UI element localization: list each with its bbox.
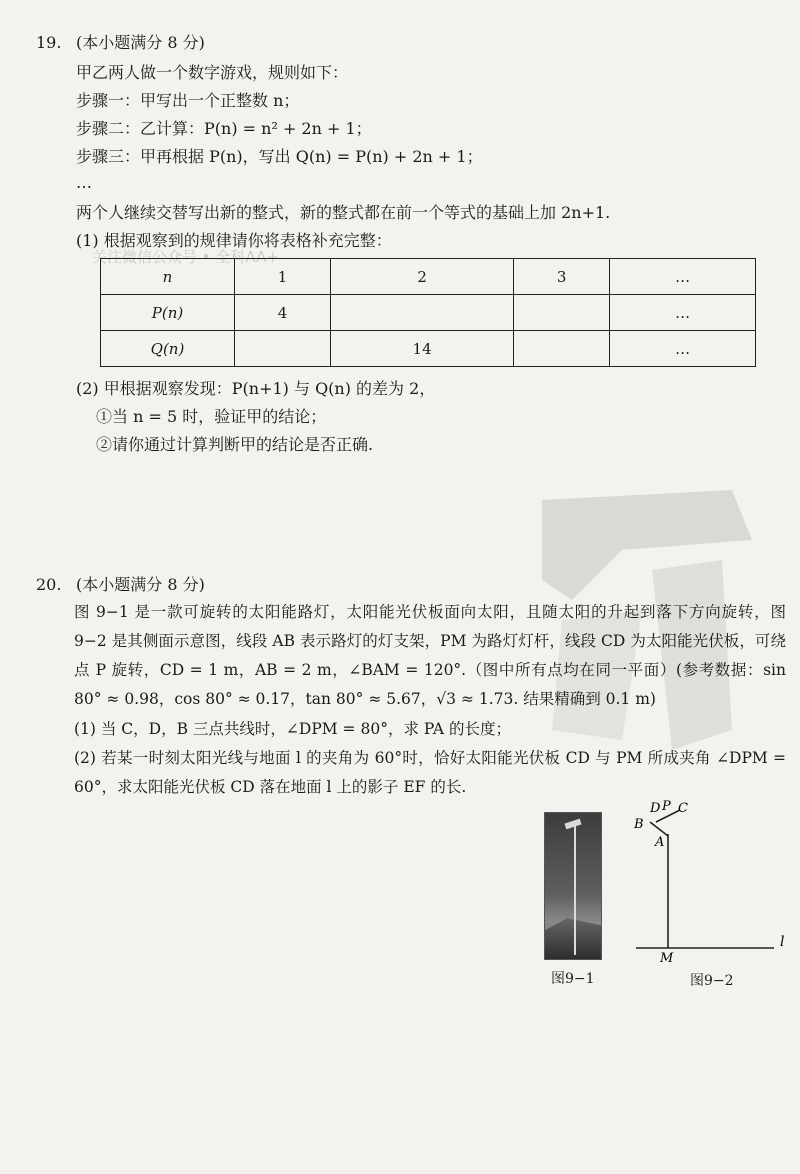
q19-table bbox=[100, 258, 756, 367]
q20-body: 图 9−1 是一款可旋转的太阳能路灯，太阳能光伏板面向太阳，且随太阳的升起到落下方向旋转，图 9−2 是其侧面示意图，线段 AB 表示路灯的灯支架，PM 为路灯灯杆，线段 CD 为太阳能光伏板，可绕点 P 旋转，CD = 1 m，AB = 2 m，∠BAM = 120°.（图中所有点均在同一平面）(参考数据：sin 80° ≈ 0.98，cos 80° ≈ 0.17，tan 80° ≈ 5.67，√3 ≈ 1.73. 结果精确到 0.1 m) bbox=[74, 603, 786, 708]
label-l: l bbox=[780, 934, 785, 950]
table-cell bbox=[514, 295, 610, 331]
streetlight-photo bbox=[544, 812, 602, 960]
table-cell: Q(n) bbox=[101, 331, 235, 367]
q19-part2: (2) 甲根据观察发现：P(n+1) 与 Q(n) 的差为 2， bbox=[76, 379, 436, 398]
table-cell: n bbox=[101, 259, 235, 295]
q19-part2b: ②请你通过计算判断甲的结论是否正确. bbox=[96, 435, 374, 454]
label-P: P bbox=[662, 799, 671, 814]
hill-shape bbox=[545, 911, 601, 959]
q20-part2: (2) 若某一时刻太阳光线与地面 l 的夹角为 60°时，恰好太阳能光伏板 CD 与 PM 所成夹角 ∠DPM = 60°，求太阳能光伏板 CD 落在地面 l 上的影子 EF 的长. bbox=[74, 749, 786, 796]
label-D: D bbox=[650, 801, 661, 816]
table-cell: 3 bbox=[514, 259, 610, 295]
table-cell: 4 bbox=[235, 295, 331, 331]
fig1-caption: 图9−1 bbox=[551, 971, 595, 987]
label-A: A bbox=[655, 835, 665, 850]
q19-part1: (1) 根据观察到的规律请你将表格补充完整： bbox=[76, 231, 392, 250]
table-cell: … bbox=[610, 331, 756, 367]
table-cell bbox=[235, 331, 331, 367]
label-B: B bbox=[634, 817, 644, 832]
q19-number: 19. bbox=[36, 33, 62, 52]
q20-part1: (1) 当 C，D，B 三点共线时，∠DPM = 80°，求 PA 的长度； bbox=[74, 720, 511, 738]
q19-part2a: ①当 n = 5 时，验证甲的结论； bbox=[96, 407, 327, 426]
label-M: M bbox=[660, 951, 674, 966]
q19-step2: 步骤二：乙计算：P(n) = n² + 2n + 1； bbox=[76, 119, 372, 138]
q19-rule: 两个人继续交替写出新的整式，新的整式都在前一个等式的基础上加 2n+1. bbox=[76, 203, 611, 222]
q19-ellipsis: … bbox=[76, 173, 92, 192]
bracket-line bbox=[650, 822, 668, 836]
pole-shape bbox=[574, 825, 576, 955]
table-cell bbox=[331, 295, 514, 331]
table-row bbox=[101, 295, 756, 331]
side-view-diagram bbox=[628, 796, 798, 966]
label-C: C bbox=[678, 801, 688, 816]
table-cell bbox=[514, 331, 610, 367]
q19-header: (本小题满分 8 分) bbox=[76, 33, 205, 52]
table-cell: P(n) bbox=[101, 295, 235, 331]
table-cell: 2 bbox=[331, 259, 514, 295]
table-row bbox=[101, 259, 756, 295]
table-cell: … bbox=[610, 295, 756, 331]
fig2-caption: 图9−2 bbox=[690, 973, 734, 989]
q19-step1: 步骤一：甲写出一个正整数 n； bbox=[76, 91, 300, 110]
table-cell: 1 bbox=[235, 259, 331, 295]
panel-shape bbox=[564, 819, 581, 830]
q19-step3: 步骤三：甲再根据 P(n)，写出 Q(n) = P(n) + 2n + 1； bbox=[76, 147, 483, 166]
q20-number: 20. bbox=[36, 575, 62, 594]
table-cell: … bbox=[610, 259, 756, 295]
table-row bbox=[101, 331, 756, 367]
watermark: 关注微信公众号 • 全科AA+ bbox=[92, 248, 279, 266]
q19-intro: 甲乙两人做一个数字游戏，规则如下： bbox=[76, 63, 349, 82]
q20-header: (本小题满分 8 分) bbox=[76, 575, 205, 594]
table-cell: 14 bbox=[331, 331, 514, 367]
